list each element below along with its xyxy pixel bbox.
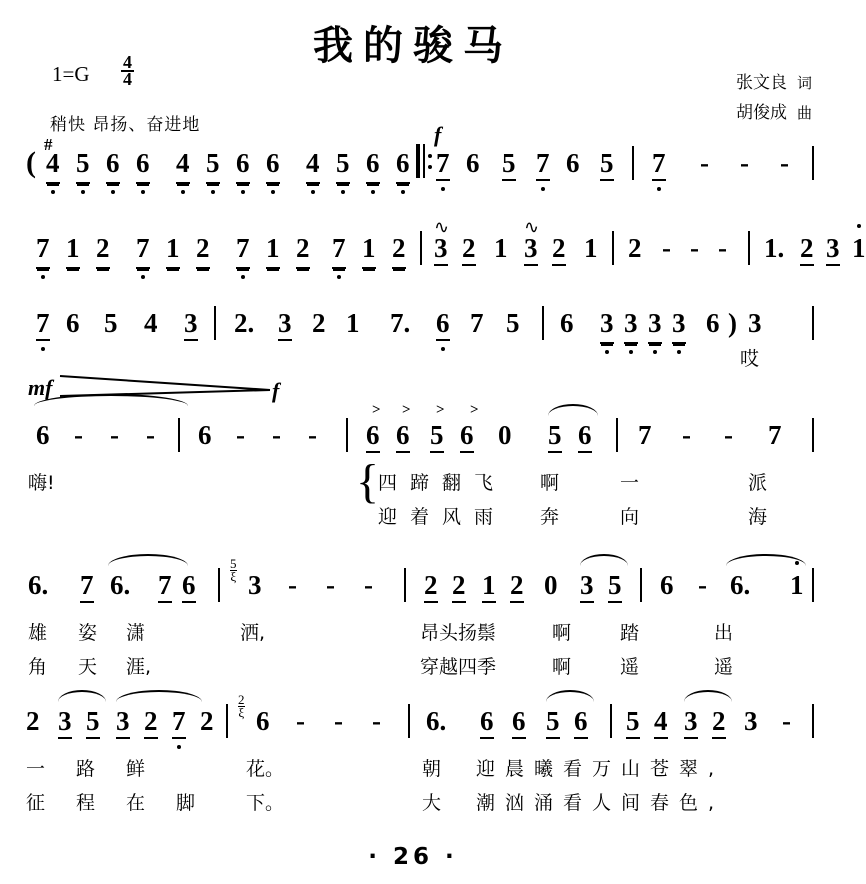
note: 2. [234, 308, 255, 338]
note: 3 [116, 706, 130, 739]
note: 7 [158, 570, 172, 603]
system-5 [0, 550, 826, 678]
system-6 [0, 686, 826, 814]
note: 6 [36, 420, 50, 450]
note-dash: - [296, 706, 305, 736]
dynamic-mezzoforte: mf [28, 375, 53, 400]
system-4 [0, 375, 826, 528]
note: 5 [86, 706, 100, 739]
note: 3 [278, 308, 292, 341]
lyric-syllable: 花。 [246, 758, 285, 780]
note: 2 [392, 233, 406, 269]
note: 5 [600, 148, 614, 181]
note: 6 [706, 308, 720, 338]
lyric-syllable: 啊 [552, 622, 572, 644]
lyric-syllable: 四 [378, 472, 398, 494]
note: 6 [66, 308, 80, 338]
volta-symbol: ξ [238, 705, 245, 720]
meter-denominator: 4 [123, 69, 132, 89]
note-dash: - [288, 570, 297, 600]
lyric-phrase: 昂头扬鬃 [420, 622, 497, 644]
note: 1 [362, 233, 376, 269]
note-dash: - [272, 420, 281, 450]
volta-number: 5 [230, 556, 237, 571]
note-dash: - [110, 420, 119, 450]
page-title: 我的骏马 [313, 23, 513, 69]
note: 2 [196, 233, 210, 269]
volta-number: 2 [238, 692, 245, 707]
note: 6 [182, 570, 196, 603]
note: 6 [236, 148, 250, 184]
lyric-syllable: 踏 [620, 622, 640, 644]
lyric-syllable: 风 [442, 506, 462, 528]
rest: 0 [498, 420, 512, 450]
note-dash: - [372, 706, 381, 736]
note-dash: - [724, 420, 733, 450]
lyric-syllable: 朝 [422, 758, 442, 780]
close-paren: ) [728, 308, 737, 338]
lyric-phrase: 潮汹涌看人间春色, [476, 792, 725, 814]
composer-role: 曲 [796, 104, 812, 122]
composer-name: 胡俊成 [735, 103, 787, 123]
lyric-syllable: 角 [28, 656, 48, 678]
lyric-syllable: 着 [410, 506, 430, 528]
slur [580, 554, 628, 566]
lyric-syllable: 出 [714, 622, 734, 644]
note: 1 [66, 233, 80, 269]
note: 1 [494, 233, 508, 263]
lyric-syllable: 啊 [540, 472, 560, 494]
note-dash: - [780, 148, 789, 178]
note: 4 [144, 308, 158, 338]
note: 7 [236, 233, 250, 269]
lyric-syllable: 飞 [474, 472, 494, 494]
barline [812, 704, 814, 738]
lyric-syllable: 姿 [78, 622, 98, 644]
barline [616, 418, 618, 452]
slur [546, 690, 594, 702]
lyric-syllable: 蹄 [410, 472, 430, 494]
note-dash: - [740, 148, 749, 178]
note: 5 [546, 706, 560, 739]
note: 3 [684, 706, 698, 739]
rest: 0 [544, 570, 558, 600]
lyric-syllable: 洒, [240, 622, 266, 644]
note: 3 [184, 308, 198, 341]
key-signature: 1=G [52, 62, 90, 86]
lyric-syllable: 下。 [246, 792, 285, 814]
note: 7 [638, 420, 652, 450]
meter-numerator: 4 [123, 52, 132, 72]
lyric-phrase: 迎晨曦看万山苍翠, [476, 758, 725, 780]
system-2 [0, 217, 866, 283]
note: 7 [536, 148, 550, 181]
accent-mark: > [470, 402, 479, 418]
note: 6 [266, 148, 280, 184]
barline [812, 146, 814, 180]
system-3 [0, 300, 826, 370]
lyricist-name: 张文良 [735, 73, 787, 93]
note: 3 [748, 308, 762, 338]
system-4-notes [0, 400, 826, 458]
note: 6 [136, 148, 150, 184]
note: 7 [652, 148, 666, 181]
volta-symbol: ξ [230, 569, 237, 584]
page-number: · 26 · [368, 844, 458, 870]
lyric-syllable: 脚 [176, 792, 196, 814]
slur [108, 554, 188, 566]
lyric-syllable: 雨 [474, 506, 494, 528]
mordent-ornament: ∿ [524, 217, 540, 237]
barline [408, 704, 410, 738]
lyric-syllable: 啊 [552, 656, 572, 678]
system-2-notes [0, 217, 866, 283]
barline [226, 704, 228, 738]
dynamic-forte: f [434, 122, 442, 147]
note-dash: - [236, 420, 245, 450]
sharp-accidental: # [44, 135, 53, 154]
system-3-notes [0, 300, 826, 370]
note: 5 [206, 148, 220, 184]
note: 7 [332, 233, 346, 269]
tempo-marking: 稍快 昂扬、奋进地 [50, 115, 201, 135]
lyric-syllable: 海 [748, 506, 768, 528]
note: 7. [390, 308, 411, 338]
lyric-syllable: 翻 [442, 472, 462, 494]
note: 6 [396, 420, 410, 453]
note: 3 [826, 233, 840, 266]
note: 6 [578, 420, 592, 453]
note: 6 [436, 308, 450, 341]
lyric-syllable: 程 [76, 792, 96, 814]
note: 1 [790, 570, 804, 600]
dynamic-forte: f [272, 378, 280, 403]
lyric-syllable: 涯, [126, 656, 152, 678]
note: 5 [608, 570, 622, 603]
lyric-syllable: 天 [78, 656, 98, 678]
lyric-syllable: 派 [748, 472, 768, 494]
note: 6 [256, 706, 270, 736]
lyric-syllable: 鲜 [126, 758, 146, 780]
credits [736, 68, 812, 128]
lyric-syllable: 哎 [740, 348, 760, 370]
note: 1 [482, 570, 496, 603]
barline [612, 231, 614, 265]
note-dash: - [146, 420, 155, 450]
note: 5 [336, 148, 350, 184]
barline [812, 568, 814, 602]
note-dash: - [690, 233, 699, 263]
barline [812, 306, 814, 340]
note: 3 [672, 308, 686, 344]
note: 7 [436, 148, 450, 181]
note: 1. [764, 233, 785, 263]
note: 6 [560, 308, 574, 338]
note-dash: - [782, 706, 791, 736]
note-dash: - [662, 233, 671, 263]
lyricist-line [736, 68, 812, 98]
note: 5 [506, 308, 520, 338]
note: 2 [296, 233, 310, 269]
note-dash: - [718, 233, 727, 263]
accent-mark: > [372, 402, 381, 418]
slur [116, 690, 202, 702]
note: 7 [136, 233, 150, 269]
lyric-syllable: 潇 [126, 622, 146, 644]
mordent-ornament: ∿ [434, 217, 450, 237]
note: 2 [800, 233, 814, 266]
note-dash: - [700, 148, 709, 178]
note: 1 [852, 233, 866, 263]
volta-bracket [238, 694, 245, 719]
barline [632, 146, 634, 180]
note: 6 [366, 420, 380, 453]
note: 6. [426, 706, 447, 736]
accent-mark: > [402, 402, 411, 418]
note: 2 [26, 706, 40, 736]
note: 4 [654, 706, 668, 739]
barline [404, 568, 406, 602]
note: 3 [600, 308, 614, 344]
note: 2 [452, 570, 466, 603]
note: 6 [460, 420, 474, 453]
note: 2 [312, 308, 326, 338]
note: 6. [110, 570, 131, 600]
note: 3 [434, 233, 448, 266]
note: 7 [768, 420, 782, 450]
lyric-syllable: 迎 [378, 506, 398, 528]
note-dash: - [682, 420, 691, 450]
lyric-syllable: 征 [26, 792, 46, 814]
note: 7 [80, 570, 94, 603]
note: 4 [46, 148, 60, 184]
note: 4 [176, 148, 190, 184]
slur [548, 404, 598, 416]
note: 7 [172, 706, 186, 739]
lyric-syllable: 遥 [620, 656, 640, 678]
note: 6 [480, 706, 494, 739]
barline [346, 418, 348, 452]
barline [542, 306, 544, 340]
lyric-syllable: 大 [422, 792, 442, 814]
barline [420, 231, 422, 265]
note: 6 [660, 570, 674, 600]
volta-bracket [230, 558, 237, 583]
note: 2 [96, 233, 110, 269]
lyric-syllable: 遥 [714, 656, 734, 678]
open-paren: ( [26, 146, 36, 179]
note: 6. [730, 570, 751, 600]
slur [58, 690, 106, 702]
note: 5 [430, 420, 444, 453]
note: 6 [466, 148, 480, 178]
note: 6 [106, 148, 120, 184]
note: 3 [58, 706, 72, 739]
lyric-phrase: 穿越四季 [420, 656, 497, 678]
barline [178, 418, 180, 452]
slur [726, 554, 806, 566]
note: 2 [144, 706, 158, 739]
note: 6 [396, 148, 410, 184]
note-dash: - [326, 570, 335, 600]
note: 1 [266, 233, 280, 269]
note: 3 [248, 570, 262, 600]
lyric-syllable: 奔 [540, 506, 560, 528]
barline [214, 306, 216, 340]
note: 2 [552, 233, 566, 266]
note: 6. [28, 570, 49, 600]
note: 6 [198, 420, 212, 450]
lyric-syllable: 雄 [28, 622, 48, 644]
lyric-syllable: 路 [76, 758, 96, 780]
note: 2 [424, 570, 438, 603]
note-dash: - [698, 570, 707, 600]
accent-mark: > [436, 402, 445, 418]
note: 3 [524, 233, 538, 266]
barline [812, 418, 814, 452]
note: 2 [510, 570, 524, 603]
note: 1 [584, 233, 598, 263]
note: 2 [200, 706, 214, 736]
note-dash: - [74, 420, 83, 450]
note-dash: - [334, 706, 343, 736]
time-signature [121, 52, 134, 89]
barline [640, 568, 642, 602]
system-6-notes [0, 686, 826, 744]
note: 3 [580, 570, 594, 603]
note: 3 [624, 308, 638, 344]
composer-line [736, 98, 812, 128]
note: 2 [712, 706, 726, 739]
lyric-pickup: 嗨! [28, 472, 55, 494]
note: 2 [628, 233, 642, 263]
lyricist-role: 词 [796, 74, 812, 92]
lyric-syllable: 一 [620, 472, 640, 494]
lyric-syllable: 一 [26, 758, 46, 780]
barline [218, 568, 220, 602]
lyric-syllable: 在 [126, 792, 146, 814]
note: 6 [366, 148, 380, 184]
note: 5 [502, 148, 516, 181]
note: 2 [462, 233, 476, 266]
note: 5 [104, 308, 118, 338]
lyric-syllable: 向 [620, 506, 640, 528]
note: 5 [626, 706, 640, 739]
note: 5 [548, 420, 562, 453]
barline [610, 704, 612, 738]
note: 1 [346, 308, 360, 338]
barline [748, 231, 750, 265]
note-dash: - [364, 570, 373, 600]
system-5-notes [0, 550, 826, 608]
note: 5 [76, 148, 90, 184]
note: 7 [470, 308, 484, 338]
note: 6 [512, 706, 526, 739]
note: 4 [306, 148, 320, 184]
note: 6 [574, 706, 588, 739]
note: 1 [166, 233, 180, 269]
note: 6 [566, 148, 580, 178]
note-dash: - [308, 420, 317, 450]
note: 3 [744, 706, 758, 736]
slur [684, 690, 732, 702]
note: 3 [648, 308, 662, 344]
note: 7 [36, 233, 50, 269]
verse-brace: { [356, 455, 380, 508]
note: 7 [36, 308, 50, 341]
